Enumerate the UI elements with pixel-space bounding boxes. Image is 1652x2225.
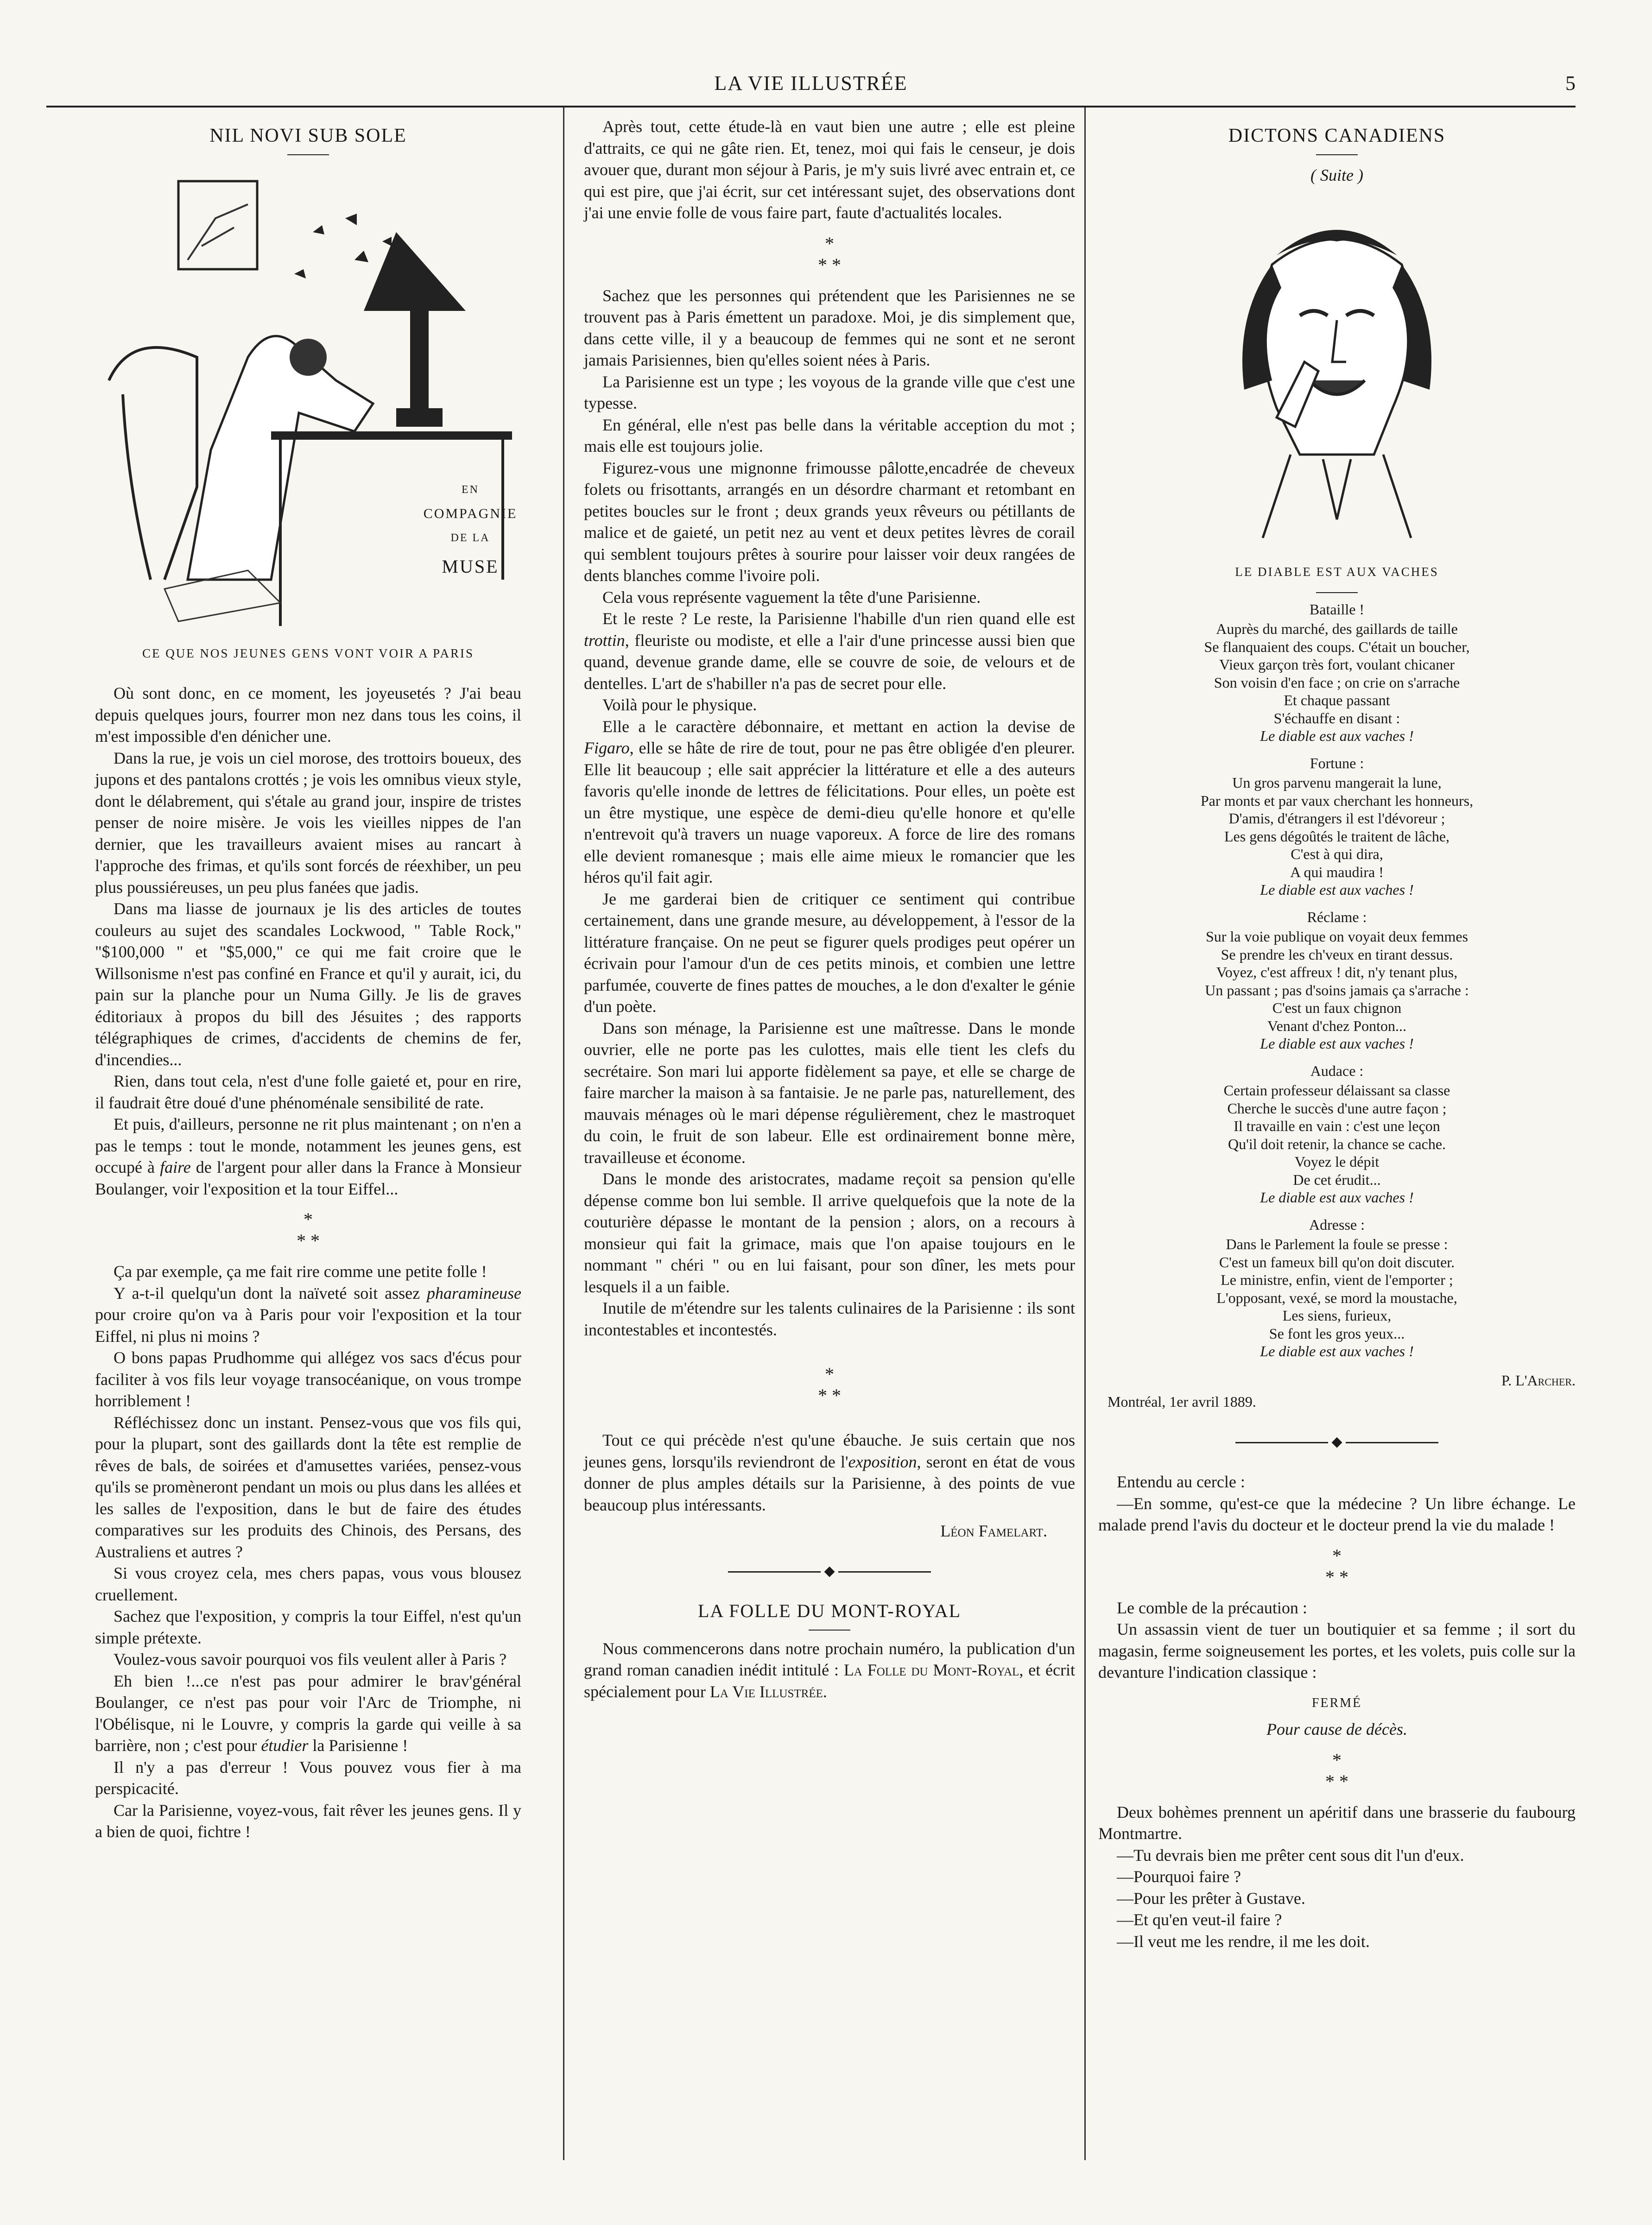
poem-refrain: Le diable est aux vaches ! (1260, 1035, 1414, 1052)
sign-compagnie-muse (419, 478, 521, 579)
paragraph (584, 1429, 1075, 1516)
dialogue-line: —Et qu'en veut-il faire ? (1117, 1910, 1282, 1929)
paragraph: Le comble de la précaution : (1117, 1598, 1307, 1617)
heading-rule (809, 1630, 850, 1631)
text-run: , fleuriste ou modiste, et elle a l'air d'une princesse aussi bien que quand, devenue grande dame, elle se couvre de soie, de velours et de dentelles. L'art de s'habiller n'a pas de secret pour elle. (584, 631, 1075, 693)
sign-line-muse: MUSE (442, 556, 499, 577)
paragraph: Voilà pour le physique. (602, 695, 757, 714)
paragraph (95, 1113, 521, 1200)
text-run: , et écrit spécialement pour (584, 1661, 1075, 1701)
stanza-title: Audace : (1310, 1062, 1364, 1079)
poem-line: S'échauffe en disant : (1273, 709, 1400, 727)
sign-line-compagnie: COMPAGNIE (423, 506, 518, 521)
section-heading: LA FOLLE DU MONT-ROYAL (697, 1600, 962, 1621)
poem-line: Il travaille en vain : c'est une leçon (1234, 1118, 1440, 1134)
caption-rule (1316, 592, 1358, 593)
ornamental-rule: ◆ (584, 1561, 1075, 1582)
paragraph: Rien, dans tout cela, n'est d'une folle gaieté et, pour en rire, il faudrait être doué d'une phénoménale sensibilité de rate. (95, 1072, 521, 1112)
poem-line: Se flanquaient des coups. C'était un boucher, (1204, 638, 1470, 655)
dateline: Montréal, 1er avril 1889. (1108, 1393, 1256, 1410)
paragraph: Un assassin vient de tuer un boutiquier et sa femme ; il sort du magasin, ferme soigneusement les portes, et les volets, puis colle sur la devanture l'indication classique : (1098, 1620, 1576, 1681)
asterism: * * * (818, 233, 841, 275)
column-1 (95, 116, 521, 1843)
paragraph (584, 1638, 1075, 1703)
paragraph: —En somme, qu'est-ce que la médecine ? Un libre échange. Le malade prend l'avis du docteur et le docteur prend la vie du malade ! (1098, 1494, 1576, 1534)
paragraph: Voulez-vous savoir pourquoi vos fils veulent aller à Paris ? (114, 1650, 507, 1669)
paragraph: Dans la rue, je vois un ciel morose, des trottoirs boueux, des jupons et des pantalons crottés ; je vois les omnibus vieux style, dont le délabrement, qui s'étale au grand jour, inspire de tristes penser de noire misère. Je vois les vieilles nippes de l'an dernier, que les travailleurs avaient mises au rancart à l'approche des frimas, et qu'ils sont forcés de réexhiber, un peu plus poussiéreuses, un peu plus fanées que jadis. (95, 748, 521, 897)
illustration-caption: LE DIABLE EST AUX VACHES (1235, 565, 1439, 579)
sign-ferme: FERMÉ (1311, 1695, 1362, 1710)
text-run: Tout ce qui précède n'est qu'une ébauche. Je suis certain que nos jeunes gens, lorsqu'ils reviendront de l' (584, 1431, 1075, 1471)
paragraph: Cela vous représente vaguement la tête d'une Parisienne. (602, 588, 981, 607)
poem-line: Voyez le dépit (1294, 1153, 1380, 1170)
text-run: la Parisienne ! (308, 1736, 408, 1755)
article-heading: NIL NOVI SUB SOLE (209, 125, 407, 146)
poem-stanza (1098, 1216, 1576, 1360)
poem-line: L'opposant, vexé, se mord la moustache, (1216, 1289, 1457, 1306)
column-divider-2 (1084, 107, 1086, 2160)
paragraph: Car la Parisienne, voyez-vous, fait rêver les jeunes gens. Il y a bien de quoi, fichtre ! (95, 1801, 521, 1841)
paragraph: Dans le monde des aristocrates, madame reçoit sa pension qu'elle dépense comme bon lui semble. Il arrive quelquefois que la note de la couturière dépasse le montant de la pension ; alors, on a recours à monsieur qui fait la grimace, mais que l'on apaise toujours en le nommant " chéri " ou en lui faisant, pour son dîner, les mets pour lesquels il a un faible. (584, 1169, 1075, 1296)
poem-stanza (1098, 754, 1576, 899)
page-number: 5 (1565, 72, 1576, 95)
text-run: Et le reste ? Le reste, la Parisienne l'habille d'un rien quand elle est (602, 609, 1075, 628)
paragraph: Entendu au cercle : (1117, 1473, 1245, 1491)
text-run: , elle se hâte de rire de tout, pour ne pas être obligée d'en pleurer. Elle lit beaucoup ; elle sait apprécier la littérature et elle a des auteurs favoris qu'elle inonde de lettres de félicitations. Pour elles, un poète est un être mystique, une espèce de demi-dieu qu'elle honore et qu'elle n'entrevoit qu'à travers un nuage vaporeux. A force de lire des romans elle devient romanesque ; mais elle aime mieux le romancier que les héros qu'il fait agir. (584, 739, 1075, 886)
poem-line: Sur la voie publique on voyait deux femmes (1205, 928, 1468, 945)
poem-line: Le ministre, enfin, vient de l'emporter ; (1221, 1271, 1453, 1288)
poem-line: Un passant ; pas d'soins jamais ça s'arrache : (1205, 981, 1469, 999)
paragraph: Il n'y a pas d'erreur ! Vous pouvez vous fier à ma perspicacité. (95, 1757, 521, 1798)
devil-drawing (1207, 195, 1467, 547)
illustration-caption: CE QUE NOS JEUNES GENS VONT VOIR A PARIS (142, 646, 475, 660)
dialogue-line: —Tu devrais bien me prêter cent sous dit l'un d'eux. (1117, 1846, 1464, 1865)
poem-line: Se font les gros yeux... (1269, 1325, 1405, 1342)
text-run: de l'argent pour aller dans la France à Monsieur Boulanger, voir l'exposition et la tour Eiffel... (95, 1158, 521, 1198)
poem-line: Cherche le succès d'une autre façon ; (1227, 1100, 1447, 1117)
paragraph: Sachez que les personnes qui prétendent que les Parisiennes ne se trouvent pas à Paris émettent un paradoxe. Moi, je dis simplement que, dans cette ville, il y a beaucoup de femmes qui ne sont et ne seront jamais Parisiennes, bien qu'elles soient nées à Paris. (584, 286, 1075, 369)
text-run: pour croire qu'on va à Paris pour voir l'exposition et la tour Eiffel, ni plus ni moins ? (95, 1305, 521, 1346)
poem-line: Par monts et par vaux cherchant les honneurs, (1200, 792, 1474, 809)
page-header (46, 70, 1576, 102)
text-run: Y a-t-il quelqu'un dont la naïveté soit assez (114, 1283, 427, 1302)
poem-line: Qu'il doit retenir, la chance se cache. (1228, 1135, 1446, 1152)
poem-line: Vieux garçon très fort, voulant chicaner (1219, 656, 1455, 673)
paragraph: Où sont donc, en ce moment, les joyeusetés ? J'ai beau depuis quelques jours, fourrer mon nez dans tous les coins, il m'est impossible d'en dénicher une. (95, 684, 521, 746)
text-run: Eh bien !...ce n'est pas pour admirer le brav'général Boulanger, ce n'est pas pour voir l'Arc de Triomphe, ni l'Obélisque, ni le Louvre, y compris la garde qui veille à sa barrière, non ; c'est pour (95, 1671, 521, 1755)
paragraph: O bons papas Prudhomme qui allégez vos sacs d'écus pour faciliter à vos fils leur voyage transocéanique, on vous trompe horriblement ! (95, 1348, 521, 1410)
paragraph (584, 608, 1075, 694)
text-run: Nous commencerons dans notre prochain numéro, la publication d'un grand roman canadien inédit intitulé : (584, 1639, 1075, 1679)
poem-line: Voyez, c'est affreux ! dit, n'y tenant plus, (1216, 964, 1458, 980)
header-rule (46, 106, 1576, 107)
heading-rule (287, 154, 329, 155)
asterism: * * * (1325, 1749, 1348, 1792)
stanza-title: Fortune : (1310, 754, 1364, 771)
italic-run: exposition (848, 1452, 917, 1471)
author-signature: P. L'Archer. (1501, 1372, 1576, 1389)
stanza-title: Réclame : (1307, 908, 1367, 925)
text-run: Et puis, d'ailleurs, personne ne rit plus maintenant ; on n'en a pas le temps : tout le monde, notamment les jeunes gens, est occupé à (95, 1115, 521, 1176)
poem-line: Son voisin d'en face ; on crie on s'arrache (1214, 674, 1460, 691)
poem-line: Un gros parvenu mangerait la lune, (1232, 774, 1442, 791)
dialogue-line: —Il veut me les rendre, il me les doit. (1117, 1932, 1370, 1951)
poem-refrain: Le diable est aux vaches ! (1260, 1189, 1414, 1206)
poem-line: D'amis, d'étrangers il est l'dévoreur ; (1228, 810, 1445, 827)
paragraph: Deux bohèmes prennent un apéritif dans une brasserie du faubourg Montmartre. (1098, 1802, 1576, 1843)
poem-stanza (1098, 908, 1576, 1053)
poem-line: Se prendre les ch'veux en tirant dessus. (1221, 946, 1453, 963)
paragraph: Figurez-vous une mignonne frimousse pâlotte,encadrée de cheveux folets ou frisottants, arrangés en un désordre charmant et retombant en petites boucles sur le front ; deux grands yeux rêveurs ou pétillants de malice et de gaieté, un petit nez au vent et deux petites lèvres de corail qui semblent toujours prêtes à sourire pour laisser voir deux rangées de dents blanches comme l'ivoire poli. (584, 458, 1075, 585)
poem-line: Venant d'chez Ponton... (1267, 1017, 1406, 1034)
column-3 (1098, 116, 1576, 1952)
poem-refrain: Le diable est aux vaches ! (1260, 727, 1414, 744)
paragraph (95, 1670, 521, 1757)
poem-line: Auprès du marché, des gaillards de taille (1216, 620, 1458, 637)
dialogue-line: —Pourquoi faire ? (1117, 1867, 1241, 1886)
article-heading: DICTONS CANADIENS (1228, 125, 1446, 146)
poem-line: De cet érudit... (1293, 1171, 1381, 1188)
paragraph (584, 716, 1075, 888)
poem-line: Dans le Parlement la foule se presse : (1226, 1236, 1448, 1252)
paragraph: Sachez que l'exposition, y compris la tour Eiffel, n'est qu'un simple prétexte. (95, 1607, 521, 1647)
asterism: * * * (1325, 1545, 1348, 1587)
poem-line: Les siens, furieux, (1282, 1307, 1392, 1324)
paragraph: Inutile de m'étendre sur les talents culinaires de la Parisienne : ils sont incontestables et incontestés. (584, 1299, 1075, 1339)
smallcaps-run: La Vie Illustrée (709, 1682, 823, 1701)
sign-line-en: EN (462, 483, 479, 496)
poem-line: C'est à qui dira, (1291, 846, 1383, 862)
stanza-title: Adresse : (1309, 1216, 1365, 1233)
paragraph: Ça par exemple, ça me fait rire comme une petite folle ! (114, 1262, 487, 1281)
column-divider-1 (563, 107, 564, 2160)
stanza-title: Bataille ! (1309, 600, 1365, 618)
author-signature: Léon Famelart. (940, 1522, 1047, 1540)
italic-run: Figaro (584, 739, 630, 757)
poem-line: C'est un faux chignon (1272, 999, 1402, 1016)
poem-stanza (1098, 600, 1576, 745)
heading-rule (1316, 154, 1358, 155)
poem-refrain: Le diable est aux vaches ! (1260, 1343, 1414, 1359)
poem-line: Les gens dégoûtés le traitent de lâche, (1224, 828, 1450, 845)
paragraph: Je me garderai bien de critiquer ce sentiment qui contribue certainement, dans une grande mesure, au développement, à l'essor de la littérature française. On ne peut se figurer quels prodiges peut opérer un écrivain pour l'amour d'un de ces petits minois, et combien une lettre parfumée, couverte de fines pattes de mouches, a le don d'exalter le génie d'un poète. (584, 889, 1075, 1016)
paragraph: En général, elle n'est pas belle dans la véritable acception du mot ; mais elle est toujours jolie. (584, 415, 1075, 455)
illustration-devil-portrait (1207, 195, 1467, 547)
text-run: , seront en état de vous donner de plus amples détails sur la Parisienne, à des points de vue beaucoup plus intéressants. (584, 1452, 1075, 1514)
asterism: * * * (818, 1364, 841, 1406)
italic-run: pharamineuse (427, 1283, 521, 1302)
ornamental-rule: ◆ (1098, 1431, 1576, 1453)
subheading: ( Suite ) (1310, 165, 1363, 184)
illustration-poet-at-desk (95, 163, 521, 631)
paragraph: La Parisienne est un type ; les voyous de la grande ville que c'est une typesse. (584, 372, 1075, 412)
poem-line: Et chaque passant (1284, 692, 1390, 708)
paragraph: Dans son ménage, la Parisienne est une maîtresse. Dans le monde ouvrier, elle ne porte pas les culottes, mais elle tient les clefs du secrétaire. Son mari lui apporte fidèlement sa paye, et elle se charge de faire marcher la maison à sa fantaisie. Je ne parle pas, naturellement, des mauvais ménages où le mari dépense régulièrement, chez le mastroquet du coin, le fruit de son labeur. Elle est ordinairement bonne mère, travailleuse et économe. (584, 1018, 1075, 1167)
italic-run: étudier (261, 1736, 309, 1755)
italic-run: trottin (584, 631, 625, 650)
newspaper-title: LA VIE ILLUSTRÉE (714, 72, 908, 95)
dialogue-line: —Pour les prêter à Gustave. (1117, 1889, 1305, 1908)
paragraph: Si vous croyez cela, mes chers papas, vous vous blousez cruellement. (95, 1564, 521, 1604)
smallcaps-run: La Folle du Mont-Royal (843, 1661, 1019, 1679)
paragraph: Dans ma liasse de journaux je lis des articles de toutes couleurs au sujet des scandales Lockwood, " Table Rock," "$100,000 " et "$5,000," ce qui me fait croire que le Willsonisme n'est pas confiné en France et qu'il y aurait, ici, du pain sur la planche pour un Numa Gilly. Je lis de graves éditoriaux à propos du bill des Jésuites ; des rapports télégraphiques de crimes, d'accidents de chemins de fer, d'incendies... (95, 899, 521, 1069)
poem-line: A qui maudira ! (1290, 863, 1384, 880)
text-run: Elle a le caractère débonnaire, et mettant en action la devise de (602, 717, 1075, 736)
paragraph (95, 1283, 521, 1347)
asterism: * * * (297, 1209, 320, 1251)
column-2 (584, 116, 1075, 1702)
italic-run: faire (160, 1158, 191, 1176)
sign-pour-cause-de-deces: Pour cause de décès. (1266, 1720, 1407, 1738)
text-run: . (823, 1682, 827, 1701)
poem-refrain: Le diable est aux vaches ! (1260, 881, 1414, 898)
sign-line-de-la: DE LA (450, 531, 490, 544)
poem-line: C'est un fameux bill qu'on doit discuter. (1219, 1253, 1455, 1271)
paragraph: Réfléchissez donc un instant. Pensez-vous que vos fils qui, pour la plupart, sont des gaillards dont la tête est remplie de rêves de bals, de soirées et d'amusettes variées, pensez-vous qu'ils se promèneront pendant un mois ou plus dans les allées et les salles de l'exposition, dans le but de faire des études comparatives sur les produits des Chinois, des Persans, des Australiens et autres ? (95, 1413, 521, 1561)
poem-line: Certain professeur délaissant sa classe (1223, 1082, 1450, 1099)
poem-stanza (1098, 1062, 1576, 1207)
paragraph: Après tout, cette étude-là en vaut bien une autre ; elle est pleine d'attraits, ce qui ne gâte rien. Et, tenez, moi qui fais le censeur, je dois avouer que, durant mon séjour à Paris, je m'y suis livré avec entrain et, ce qui est pire, que j'ai écrit, sur cet intéressant sujet, des observations dont j'ai une envie folle de vous faire part, faute d'actualités locales. (584, 117, 1075, 222)
